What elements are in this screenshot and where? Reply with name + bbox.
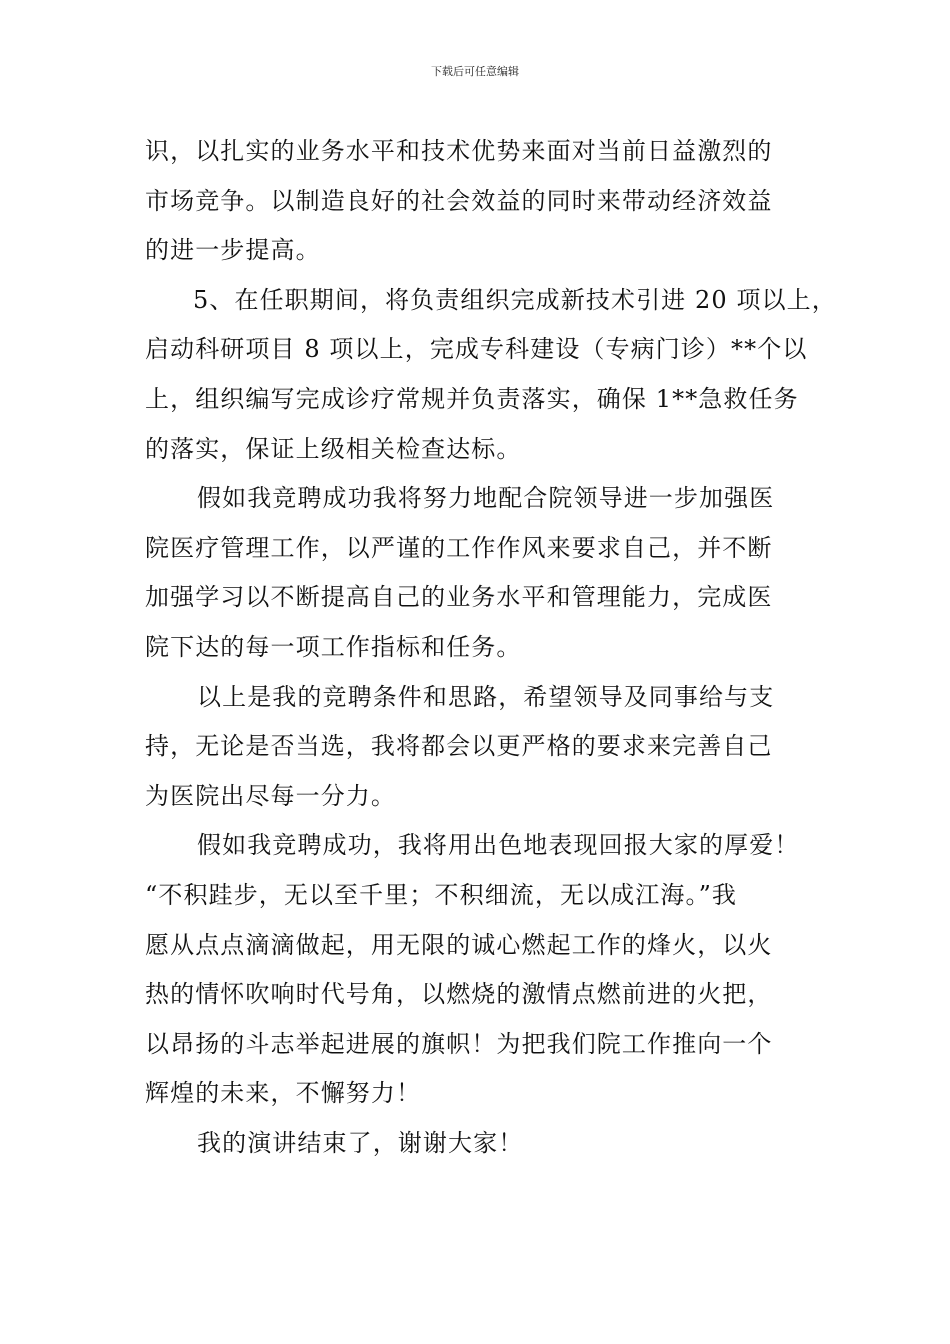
text-line: 启动科研项目 8 项以上，完成专科建设（专病门诊）**个以 <box>145 335 808 364</box>
text-line: 5、在任职期间，将负责组织完成新技术引进 20 项以上， <box>193 285 837 314</box>
document-body <box>145 127 837 1168</box>
text-line: 假如我竞聘成功我将努力地配合院领导进一步加强医 <box>197 484 775 513</box>
text-line: 热的情怀吹响时代号角，以燃烧的激情点燃前进的火把， <box>145 980 773 1009</box>
text-line: 假如我竞聘成功，我将用出色地表现回报大家的厚爱！ <box>197 831 800 860</box>
text-line: 院医疗管理工作，以严谨的工作作风来要求自己，并不断 <box>145 533 773 562</box>
text-line: 以昂扬的斗志举起进展的旗帜！为把我们院工作推向一个 <box>145 1029 773 1058</box>
text-line: 以上是我的竞聘条件和思路，希望领导及同事给与支 <box>197 682 775 711</box>
text-line: “不积跬步，无以至千里；不积细流，无以成江海。”我 <box>145 880 738 909</box>
text-line: 我的演讲结束了，谢谢大家！ <box>197 1128 524 1157</box>
text-line: 上，组织编写完成诊疗常规并负责落实，确保 1**急救任务 <box>145 384 799 413</box>
text-line: 为医院出尽每一分力。 <box>145 781 396 810</box>
text-line: 院下达的每一项工作指标和任务。 <box>145 632 522 661</box>
text-line: 市场竞争。以制造良好的社会效益的同时来带动经济效益 <box>145 186 773 215</box>
text-line: 持，无论是否当选，我将都会以更严格的要求来完善自己 <box>145 732 773 761</box>
text-line: 辉煌的未来，不懈努力！ <box>145 1079 422 1108</box>
text-line: 加强学习以不断提高自己的业务水平和管理能力，完成医 <box>145 583 773 612</box>
text-line: 的进一步提高。 <box>145 236 321 265</box>
text-line: 识，以扎实的业务水平和技术优势来面对当前日益激烈的 <box>145 137 773 165</box>
text-line: 愿从点点滴滴做起，用无限的诚心燃起工作的烽火，以火 <box>145 930 773 959</box>
text-line: 的落实，保证上级相关检查达标。 <box>145 434 522 463</box>
page-header: 下载后可任意编辑 <box>431 65 519 78</box>
